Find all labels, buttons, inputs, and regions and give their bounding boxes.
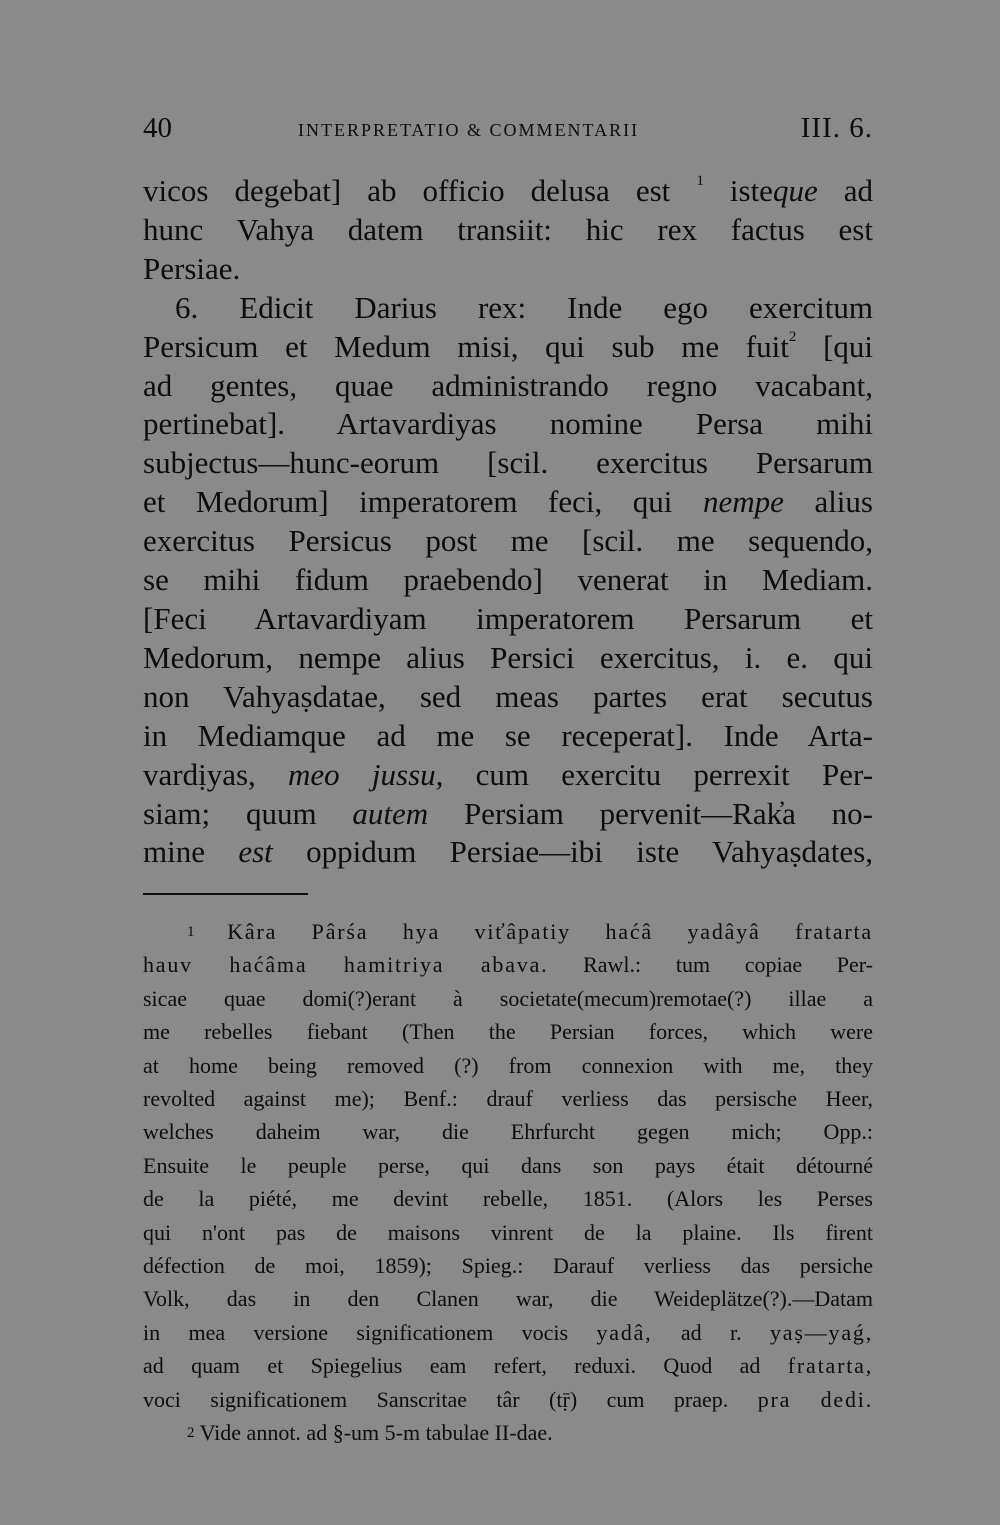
text-segment: et Medorum] imperatorem feci, qui bbox=[143, 484, 673, 520]
text-segment: ad r. bbox=[680, 1319, 742, 1345]
text-line: in Mediamque ad me se receperat]. Inde Arta- bbox=[143, 717, 873, 753]
text-line: Persiae. bbox=[143, 250, 241, 286]
text-segment: Rawl.: tum copiae Per- bbox=[583, 952, 873, 978]
footnote-line: revolted against me); Benf.: drauf verliess das persische Heer, bbox=[143, 1086, 873, 1112]
text-segment: oppidum Persiae—ibi iste Vahyaṣdates, bbox=[306, 834, 874, 870]
persian-text: pra bbox=[757, 1386, 792, 1412]
text-segment: vardịyas, bbox=[143, 756, 256, 792]
text-line bbox=[143, 172, 873, 211]
footnote-number: 2 bbox=[187, 1425, 195, 1442]
text-line: [Feci Artavardiyam imperatorem Persarum et bbox=[143, 600, 873, 636]
footnote-line bbox=[143, 948, 873, 981]
text-segment: mine bbox=[143, 834, 205, 870]
footnote-line: Volk, das in den Clanen war, die Weideplätze(?).—Datam bbox=[143, 1286, 873, 1312]
text-segment: cum exercitu perrexit Per- bbox=[475, 756, 874, 792]
text-segment: Persiam pervenit—Rak̓a no- bbox=[463, 795, 873, 831]
text-line: hunc Vahya datem transiit: hic rex factus est bbox=[143, 211, 873, 247]
text-segment: ad quam et Spiegelius eam refert, reduxi. Quod ad bbox=[143, 1353, 761, 1379]
persian-text: Kâra Pârśa hya viťâpatiy haćâ yadâyâ fratarta bbox=[227, 919, 874, 944]
text-line bbox=[143, 756, 873, 795]
italic-segment: autem bbox=[352, 795, 429, 831]
italic-segment: nempe bbox=[702, 484, 784, 520]
text-segment: alius bbox=[814, 484, 873, 520]
text-segment: voci significationem Sanscritae târ (tṝ) cum praep. bbox=[143, 1386, 729, 1412]
text-segment: [qui bbox=[823, 328, 873, 364]
footnote-divider bbox=[143, 893, 308, 895]
page-number: 40 bbox=[143, 112, 172, 144]
text-line: exercitus Persicus post me [scil. me sequendo, bbox=[143, 523, 873, 559]
italic-segment: que bbox=[772, 173, 818, 208]
persian-text: yadâ, bbox=[596, 1319, 653, 1345]
footnotes bbox=[143, 915, 873, 1450]
main-text bbox=[143, 172, 873, 872]
section-reference: III. 6. bbox=[800, 112, 873, 144]
persian-text: yaṣ—yaǵ, bbox=[770, 1319, 873, 1345]
text-line: ad gentes, quae administrando regno vacabant, bbox=[143, 367, 873, 403]
footnote-line bbox=[143, 1383, 873, 1416]
footnote-line: me rebelles fiebant (Then the Persian forces, which were bbox=[143, 1019, 873, 1045]
persian-text: hauv haćâma hamitriya abava. bbox=[143, 952, 549, 978]
text-line: se mihi fidum praebendo] venerat in Mediam. bbox=[143, 562, 873, 598]
footnote-line bbox=[143, 1349, 873, 1382]
text-line: non Vahyaṣdatae, sed meas partes erat secutus bbox=[143, 678, 873, 714]
running-header bbox=[143, 112, 873, 152]
text-segment: vicos degebat] ab officio delusa est bbox=[143, 173, 671, 208]
text-segment: in mea versione significationem vocis bbox=[143, 1319, 569, 1345]
text-segment: iste bbox=[729, 173, 773, 208]
footnote-marker[interactable]: 1 bbox=[696, 173, 704, 189]
footnote-line: welches daheim war, die Ehrfurcht gegen mich; Opp.: bbox=[143, 1119, 873, 1145]
italic-segment: meo jussu, bbox=[288, 756, 444, 792]
footnote-line bbox=[143, 915, 873, 948]
footnote-line bbox=[143, 1416, 873, 1449]
footnote-line: Ensuite le peuple perse, qui dans son pays était détourné bbox=[143, 1152, 873, 1178]
text-segment: siam; quum bbox=[143, 795, 317, 831]
text-line: subjectus—hunc-eorum [scil. exercitus Persarum bbox=[143, 445, 873, 481]
footnote-line: at home being removed (?) from connexion with me, they bbox=[143, 1052, 873, 1078]
persian-text: dedi. bbox=[820, 1386, 874, 1412]
text-segment: Persicum et Medum misi, qui sub me fuit bbox=[143, 328, 789, 364]
text-line bbox=[143, 483, 873, 522]
footnote-line: qui n'ont pas de maisons vinrent de la plaine. Ils firent bbox=[143, 1219, 873, 1245]
running-title: INTERPRETATIO & COMMENTARII bbox=[298, 120, 640, 140]
footnote-marker[interactable]: 2 bbox=[788, 328, 797, 345]
footnote-line: défection de moi, 1859); Spieg.: Darauf verliess das persiche bbox=[143, 1253, 873, 1279]
footnote-line bbox=[143, 1316, 873, 1349]
text-line bbox=[143, 328, 873, 367]
text-segment: ad bbox=[843, 173, 874, 208]
persian-text: fratarta, bbox=[787, 1353, 873, 1379]
text-line bbox=[143, 795, 873, 834]
footnote-line: de la piété, me devint rebelle, 1851. (Alors les Perses bbox=[143, 1186, 873, 1212]
text-line bbox=[143, 833, 873, 872]
footnote-number: 1 bbox=[187, 924, 195, 940]
paragraph-start-line: 6. Edicit Darius rex: Inde ego exercitum bbox=[175, 289, 873, 325]
text-line: pertinebat]. Artavardiyas nomine Persa mihi bbox=[143, 406, 873, 442]
text-line: Medorum, nempe alius Persici exercitus, i. e. qui bbox=[143, 639, 873, 675]
text-segment: Vide annot. ad §-um 5-m tabulae II-dae. bbox=[199, 1420, 553, 1446]
footnote-line: sicae quae domi(?)erant à societate(mecum)remotae(?) illae a bbox=[143, 985, 873, 1011]
italic-segment: est bbox=[238, 834, 273, 870]
